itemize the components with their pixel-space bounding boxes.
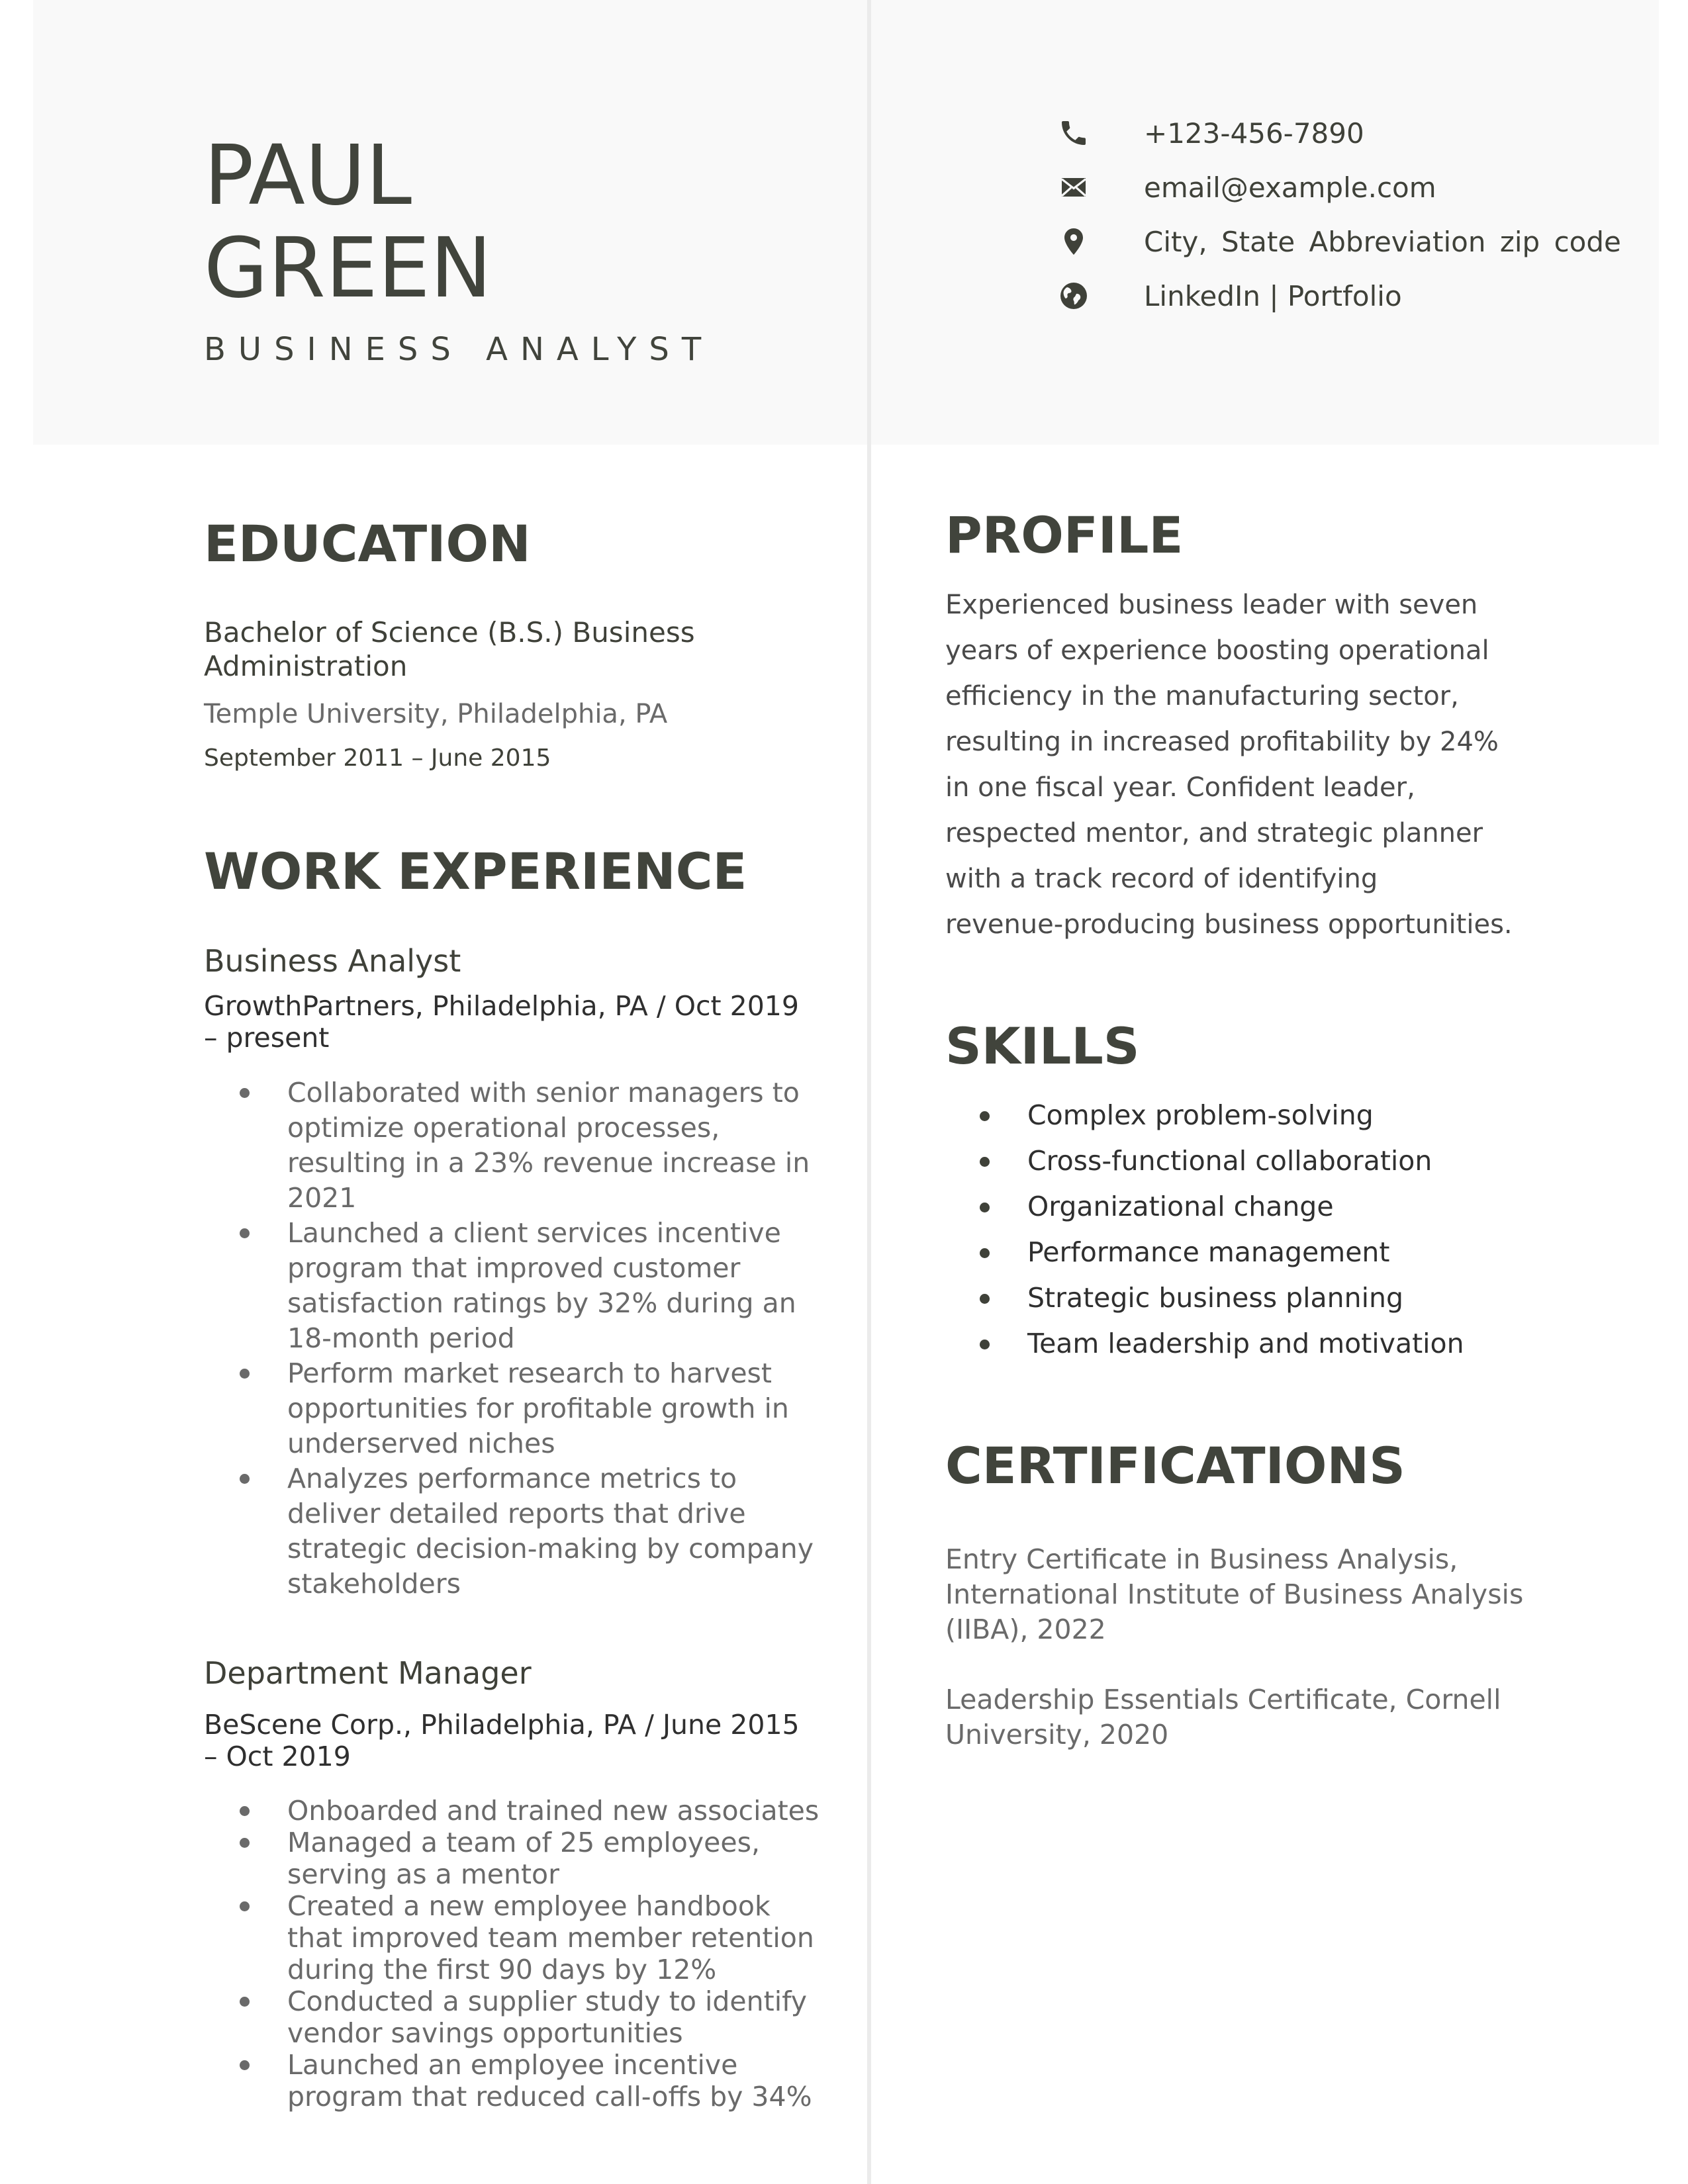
job-role: Department Manager [204,1655,532,1691]
bullet-item [204,1356,833,1461]
skill-item [945,1184,1581,1230]
contact-links [1058,276,1402,316]
bullet-list [204,1075,833,1602]
bullet-list [204,1795,833,2113]
email-text: email@example.com [1144,171,1436,204]
job-role: Business Analyst [204,943,461,979]
bullet-dot [240,1474,250,1484]
certification [945,1542,1581,1647]
job-bullets [204,1795,833,2113]
bullet-line: Launched an employee incentive [287,2049,738,2081]
bullet-line: program that improved customer [287,1252,741,1284]
certification-line: International Institute of Business Analysis [945,1578,1524,1610]
profile-line: respected mentor, and strategic planner [945,818,1483,848]
job-company [204,990,833,1054]
bullet-line: Managed a team of 25 employees, [287,1827,760,1858]
certification-line: University, 2020 [945,1719,1169,1751]
bullet-dot [240,1997,250,2007]
skills-block [945,1093,1581,1367]
skills-heading: SKILLS [945,1017,1140,1075]
profile-line: with a track record of identifying [945,864,1378,894]
certification-line: (IIBA), 2022 [945,1614,1106,1645]
map-pin-icon [1058,226,1090,257]
skill-label: Complex problem-solving [1027,1099,1374,1131]
skill-label: Performance management [1027,1236,1390,1268]
profile-line: resulting in increased profitability by 24% [945,727,1499,757]
education-heading: EDUCATION [204,514,531,573]
bullet-line: that improved team member retention [287,1922,814,1954]
bullet-line: Created a new employee handbook [287,1890,771,1922]
profile-line: years of experience boosting operational [945,635,1489,666]
bullet-dot [240,1838,250,1848]
bullet-line: Launched a client services incentive [287,1217,781,1249]
globe-icon [1058,280,1090,312]
skill-label: Organizational change [1027,1191,1334,1222]
skill-item [945,1321,1581,1367]
school: Temple University, Philadelphia, PA [204,699,668,729]
links-text [1144,280,1402,312]
bullet-item [204,1795,833,1827]
bullet-line: strategic decision-making by company [287,1533,814,1565]
bullet-dot [980,1111,990,1121]
profile-line: in one fiscal year. Confident leader, [945,772,1415,803]
bullet-line: deliver detailed reports that drive [287,1498,746,1529]
bullet-item [204,1985,833,2049]
bullet-item [204,1890,833,1985]
envelope-icon [1058,171,1090,203]
bullet-dot [240,1088,250,1098]
certification-line: Entry Certificate in Business Analysis, [945,1543,1458,1575]
bullet-line: serving as a mentor [287,1858,559,1890]
bullet-item [204,2049,833,2113]
bullet-line: resulting in a 23% revenue increase in [287,1147,810,1179]
skills-list [945,1093,1581,1367]
bullet-dot [980,1340,990,1349]
bullet-line: vendor savings opportunities [287,2017,683,2049]
certification [945,1682,1581,1752]
degree-line-2: Administration [204,650,408,682]
bullet-dot [240,1901,250,1911]
bullet-line: 2021 [287,1182,357,1214]
skill-label: Team leadership and motivation [1027,1328,1464,1359]
contact-phone [1058,113,1364,153]
bullet-item [204,1075,833,1216]
bullet-line: 18-month period [287,1322,515,1354]
certifications-heading: CERTIFICATIONS [945,1436,1405,1495]
bullet-line: program that reduced call-offs by 34% [287,2081,812,2113]
bullet-item [204,1827,833,1890]
job-title: BUSINESS ANALYST [204,331,714,368]
profile-text [945,582,1581,948]
education-entry [204,615,833,683]
profile-heading: PROFILE [945,506,1184,565]
skill-item [945,1138,1581,1184]
bullet-line: satisfaction ratings by 32% during an [287,1287,796,1319]
bullet-dot [240,2060,250,2070]
bullet-line: Perform market research to harvest [287,1357,772,1389]
bullet-line: optimize operational processes, [287,1112,720,1144]
profile-line: revenue-producing business opportunities. [945,909,1513,940]
profile-line: efficiency in the manufacturing sector, [945,681,1459,711]
bullet-dot [980,1203,990,1212]
job-bullets [204,1075,833,1602]
bullet-dot [980,1157,990,1167]
bullet-line: during the first 90 days by 12% [287,1954,717,1985]
bullet-dot [980,1294,990,1304]
bullet-item [204,1216,833,1356]
bullet-dot [240,1806,250,1816]
work-experience-heading: WORK EXPERIENCE [204,842,747,901]
job-company [204,1709,833,1772]
bullet-dot [980,1248,990,1258]
bullet-dot [240,1228,250,1238]
location-text: City, State Abbreviation zip code [1144,225,1621,258]
bullet-dot [240,1369,250,1379]
degree-line-1: Bachelor of Science (B.S.) Business [204,616,695,649]
bullet-line: stakeholders [287,1568,461,1600]
portfolio-link[interactable]: Portfolio [1278,279,1402,312]
skill-item [945,1093,1581,1138]
bullet-item [204,1461,833,1602]
skill-label: Strategic business planning [1027,1282,1404,1314]
company-line-2: – present [204,1022,330,1054]
phone-text: +123-456-7890 [1144,116,1364,150]
skill-item [945,1275,1581,1321]
bullet-line: opportunities for profitable growth in [287,1392,789,1424]
linkedin-link[interactable]: LinkedIn [1144,279,1270,312]
profile-line: Experienced business leader with seven [945,590,1478,620]
skill-label: Cross-functional collaboration [1027,1145,1432,1177]
certification-line: Leadership Essentials Certificate, Cornell [945,1684,1501,1715]
bullet-line: Conducted a supplier study to identify [287,1985,808,2017]
bullet-line: Analyzes performance metrics to [287,1463,737,1494]
bullet-line: Collaborated with senior managers to [287,1077,800,1109]
first-name: PAUL [204,128,412,224]
phone-icon [1058,117,1090,149]
bullet-line: Onboarded and trained new associates [287,1795,820,1827]
company-line-1: BeScene Corp., Philadelphia, PA / June 2015 [204,1709,800,1741]
skill-item [945,1230,1581,1275]
column-divider [867,0,871,2184]
contact-location [1058,222,1621,261]
bullet-line: underserved niches [287,1428,555,1459]
company-line-1: GrowthPartners, Philadelphia, PA / Oct 2019 [204,990,799,1022]
company-line-2: – Oct 2019 [204,1741,351,1772]
links-separator: | [1269,279,1279,312]
last-name: GREEN [204,220,492,316]
education-dates: September 2011 – June 2015 [204,745,551,772]
contact-email [1058,167,1436,207]
